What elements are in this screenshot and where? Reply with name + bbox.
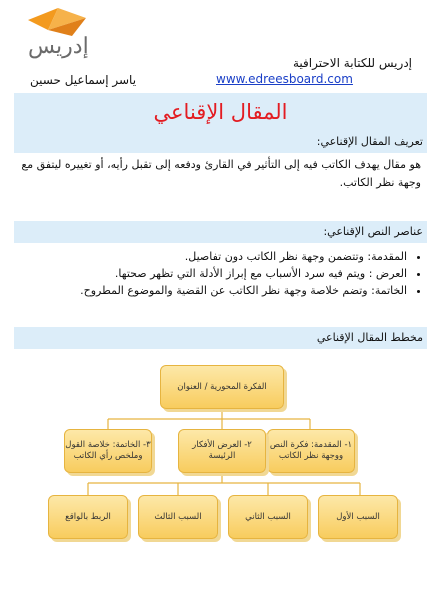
outline-node-body: ٢- العرض الأفكار الرئيسة xyxy=(178,429,266,473)
outline-node-reason-2: السبب الثاني xyxy=(228,495,308,539)
outline-heading: مخطط المقال الإقناعي xyxy=(14,327,427,349)
site-url-link[interactable]: www.edreesboard.com xyxy=(216,72,353,86)
definition-heading: تعريف المقال الإقناعي: xyxy=(14,131,427,153)
outline-node-intro: ١- المقدمة: فكرة النص ووجهة نظر الكاتب xyxy=(267,429,355,473)
elements-list xyxy=(14,248,427,299)
outline-node-reason-3: السبب الثالث xyxy=(138,495,218,539)
outline-node-reality: الربط بالواقع xyxy=(48,495,128,539)
outline-root-node: الفكرة المحورية / العنوان xyxy=(160,365,284,409)
outline-diagram xyxy=(0,355,443,590)
outline-node-reason-1: السبب الأول xyxy=(318,495,398,539)
elements-heading: عناصر النص الإقناعي: xyxy=(14,221,427,243)
list-item: • العرض : ويتم فيه سرد الأسباب مع إبراز الأدلة التي تظهر صحتها. xyxy=(14,265,407,282)
page-title: المقال الإقناعي xyxy=(14,93,427,131)
outline-node-conclusion: ٣- الخاتمة: خلاصة القول وملخص رأي الكاتب xyxy=(64,429,152,473)
list-item: • الخاتمة: وتضم خلاصة وجهة نظر الكاتب عن القضية والموضوع المطروح. xyxy=(14,282,407,299)
list-item: • المقدمة: وتتضمن وجهة نظر الكاتب دون تفاصيل. xyxy=(14,248,407,265)
definition-text: هو مقال يهدف الكاتب فيه إلى التأثير في القارئ ودفعه إلى تقبل رأيه، أو تغييره ليتفق مع وجهة نظر الكاتب. xyxy=(21,158,421,189)
site-name: إدريس للكتابة الاحترافية xyxy=(292,56,412,70)
brand-name: إدريس xyxy=(28,34,89,59)
author-name: ياسر إسماعيل حسين xyxy=(30,73,137,87)
